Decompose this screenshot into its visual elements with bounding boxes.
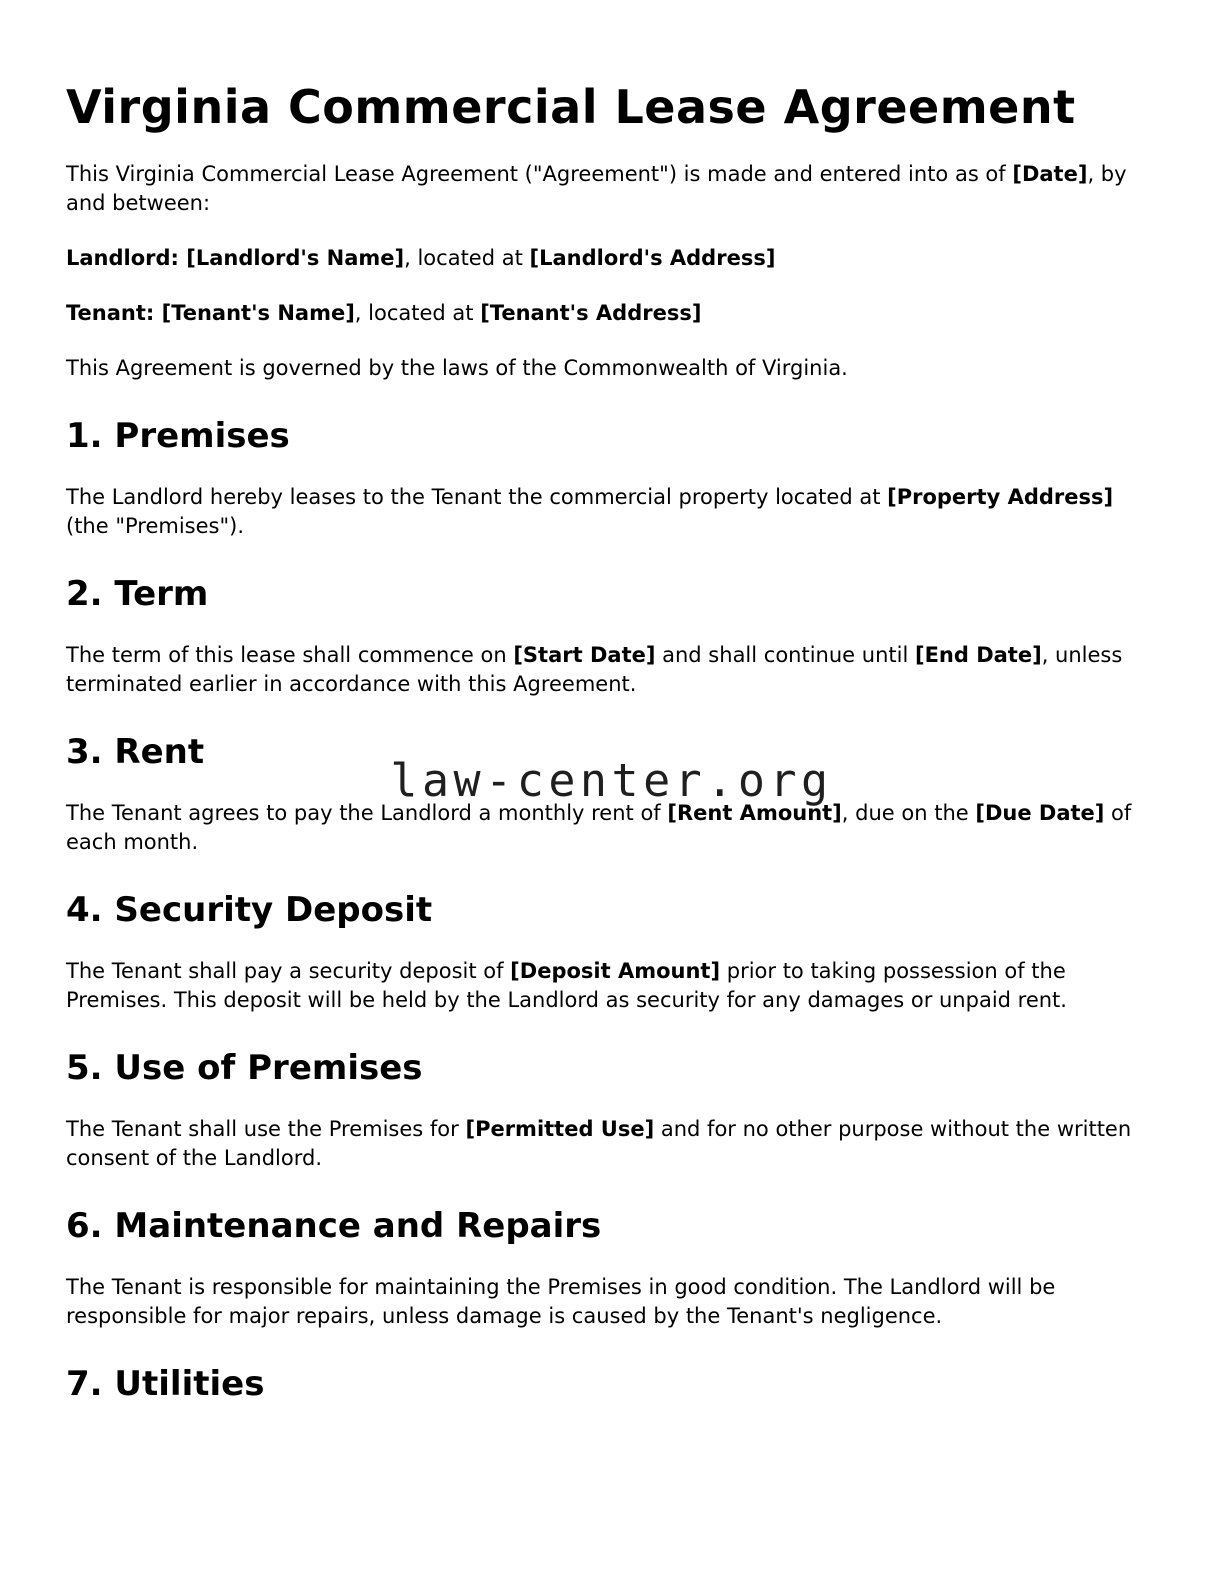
property-address-placeholder: [Property Address] [887, 485, 1114, 509]
premises-text-tail: (the "Premises"). [66, 514, 244, 538]
rent-text-tail: of each month. [66, 801, 1132, 854]
intro-text: This Virginia Commercial Lease Agreement ("Agreement") is made and entered into as of [66, 162, 1013, 186]
start-date-placeholder: [Start Date] [513, 643, 656, 667]
premises-text: The Landlord hereby leases to the Tenant the commercial property located at [66, 485, 888, 509]
section-paragraph-rent [66, 799, 1146, 857]
document-title: Virginia Commercial Lease Agreement [66, 80, 1076, 134]
section-paragraph-security-deposit [66, 957, 1146, 1015]
tenant-address-placeholder: [Tenant's Address] [480, 301, 702, 325]
deposit-text-tail: prior to taking possession of the Premises. This deposit will be held by the Landlord as security for any damages or unpaid rent. [66, 959, 1067, 1012]
landlord-name-placeholder: Landlord: [Landlord's Name] [66, 246, 405, 270]
section-heading-term: 2. Term [66, 574, 209, 614]
governing-law-text: This Agreement is governed by the laws of the Commonwealth of Virginia. [66, 356, 848, 380]
term-text-tail: , unless terminated earlier in accordance with this Agreement. [66, 643, 1123, 696]
section-heading-security-deposit: 4. Security Deposit [66, 890, 433, 930]
rent-amount-placeholder: [Rent Amount] [667, 801, 842, 825]
due-date-placeholder: [Due Date] [975, 801, 1105, 825]
intro-paragraph [66, 160, 1146, 218]
use-text-tail: and for no other purpose without the written consent of the Landlord. [66, 1117, 1132, 1170]
rent-text-mid: , due on the [841, 801, 976, 825]
intro-text-tail: , by and between: [66, 162, 1127, 215]
tenant-located-at-text: , located at [354, 301, 481, 325]
watermark: law-center.org [390, 754, 833, 807]
rent-text: The Tenant agrees to pay the Landlord a monthly rent of [66, 801, 668, 825]
landlord-address-placeholder: [Landlord's Address] [529, 246, 776, 270]
deposit-text: The Tenant shall pay a security deposit of [66, 959, 511, 983]
section-paragraph-use-of-premises [66, 1115, 1146, 1173]
section-paragraph-maintenance [66, 1273, 1146, 1331]
section-paragraph-premises [66, 483, 1146, 541]
landlord-line [66, 244, 1146, 273]
section-heading-rent: 3. Rent [66, 732, 205, 772]
term-text: The term of this lease shall commence on [66, 643, 514, 667]
section-paragraph-term [66, 641, 1146, 699]
section-heading-premises: 1. Premises [66, 416, 290, 456]
date-placeholder: [Date] [1012, 162, 1088, 186]
governing-law-line [66, 354, 1146, 383]
section-heading-utilities: 7. Utilities [66, 1364, 265, 1404]
deposit-amount-placeholder: [Deposit Amount] [510, 959, 721, 983]
section-heading-maintenance: 6. Maintenance and Repairs [66, 1206, 602, 1246]
tenant-name-placeholder: Tenant: [Tenant's Name] [66, 301, 355, 325]
use-text: The Tenant shall use the Premises for [66, 1117, 466, 1141]
permitted-use-placeholder: [Permitted Use] [465, 1117, 655, 1141]
tenant-line [66, 299, 1146, 328]
term-text-mid: and shall continue until [655, 643, 915, 667]
landlord-located-at-text: , located at [404, 246, 530, 270]
section-heading-use-of-premises: 5. Use of Premises [66, 1048, 423, 1088]
end-date-placeholder: [End Date] [914, 643, 1042, 667]
maintenance-text: The Tenant is responsible for maintaining the Premises in good condition. The Landlord will be responsible for major repairs, unless damage is caused by the Tenant's negligence. [66, 1275, 1056, 1328]
